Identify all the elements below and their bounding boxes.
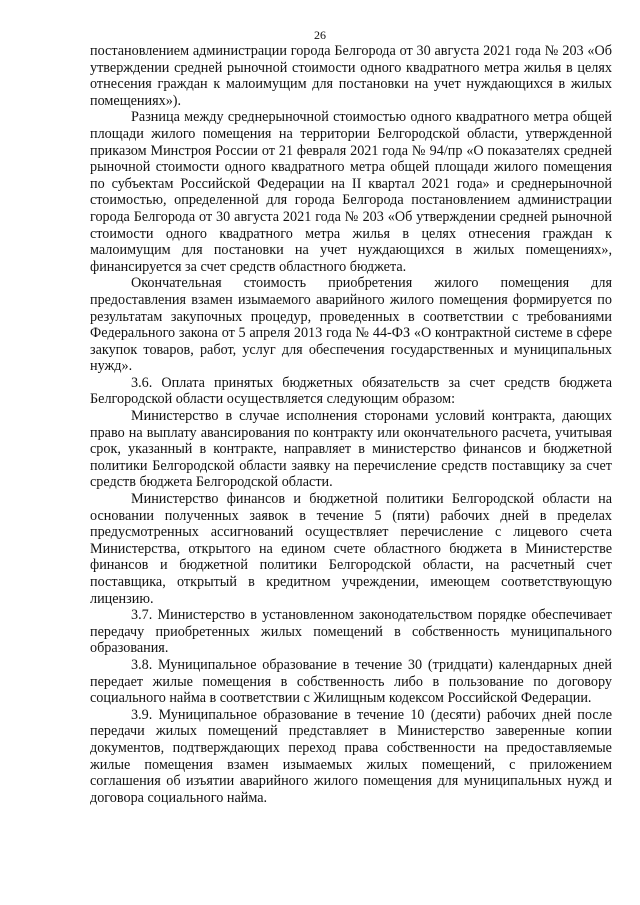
paragraph-finance-transfer: Министерство финансов и бюджетной политики Белгородской области на основании полученных заявок в течение 5 (пяти) рабочих дней в пределах предусмотренных ассигнований осуществляет перечисление с лицевого счета Министерства, открытого на едином счете областного бюджета в Министерстве финансов и бюджетной политики Белгородской области, на расчетный счет поставщика, открытый в кредитном учреждении, имеющем соответствующую лицензию.: [90, 491, 612, 607]
paragraph-section-3-9: 3.9. Муниципальное образование в течение 10 (десяти) рабочих дней после передачи жилых помещений представляет в Министерство заверенные копии документов, подтверждающих переход права собственности на предоставляемые жилые помещения взамен изымаемых жилых помещений, с приложением соглашения об изъятии аварийного жилого помещения для муниципальных нужд и договора социального найма.: [90, 706, 612, 806]
paragraph-section-3-6: 3.6. Оплата принятых бюджетных обязательств за счет средств бюджета Белгородской области осуществляется следующим образом:: [90, 374, 612, 408]
paragraph-price-difference: Разница между среднерыночной стоимостью одного квадратного метра общей площади жилого помещения на территории Белгородской области, утвержденной приказом Минстроя России от 21 февраля 2021 года № 94/пр «О показателях средней рыночной стоимости одного квадратного метра общей площади жилого помещения по субъектам Российской Федерации на II квартал 2021 года» и среднерыночной стоимостью, определенной для города Белгорода постановлением администрации города Белгорода от 30 августа 2021 года № 203 «Об утверждении средней рыночной стоимости одного квадратного метра жилья в целях отнесения граждан к малоимущим для постановки на учет нуждающихся в жилых помещениях», финансируется за счет средств областного бюджета.: [90, 109, 612, 275]
paragraph-continuation: постановлением администрации города Белгорода от 30 августа 2021 года № 203 «Об утверждении средней рыночной стоимости одного квадратного метра жилья в целях отнесения граждан к малоимущим для постановки на учет нуждающихся в жилых помещениях»).: [90, 43, 612, 109]
paragraph-section-3-8: 3.8. Муниципальное образование в течение 30 (тридцати) календарных дней передает жилые помещения в собственность либо в пользование по договору социального найма в соответствии с Жилищным кодексом Российской Федерации.: [90, 656, 612, 707]
paragraph-section-3-7: 3.7. Министерство в установленном законодательством порядке обеспечивает передачу приобретенных жилых помещений в собственность муниципального образования.: [90, 607, 612, 657]
page-number: 26: [314, 28, 326, 42]
paragraph-ministry-request: Министерство в случае исполнения сторонами условий контракта, дающих право на выплату авансирования по контракту или окончательного расчета, учитывая срок, указанный в контракте, направляет в министерство финансов и бюджетной политики Белгородской области заявку на перечисление средств поставщику за счет средств бюджета Белгородской области.: [90, 408, 612, 491]
paragraph-final-cost: Окончательная стоимость приобретения жилого помещения для предоставления взамен изымаемого аварийного жилого помещения формируется по результатам закупочных процедур, проведенных в соответствии с требованиями Федерального закона от 5 апреля 2013 года № 44-ФЗ «О контрактной системе в сфере закупок товаров, работ, услуг для обеспечения государственных и муниципальных нужд».: [90, 275, 612, 375]
document-body: [90, 43, 612, 806]
